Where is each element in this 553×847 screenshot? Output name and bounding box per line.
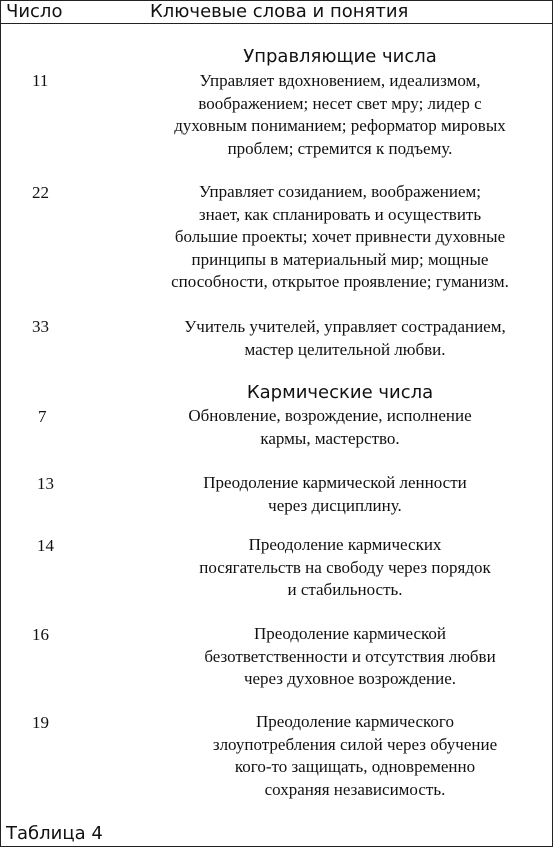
description-line: посягательств на свободу через порядок <box>199 557 491 577</box>
description-line: духовным пониманием; реформатор мировых <box>174 116 506 135</box>
description-line: сохраняя независимость. <box>264 779 446 799</box>
description-line: Обновление, возрождение, исполнение <box>188 406 472 425</box>
row-description <box>125 316 553 361</box>
description-line: большие проекты; хочет привнести духовные <box>174 227 506 246</box>
description-line: кармы, мастерство. <box>260 428 400 448</box>
description-line: проблем; стремится к подъему. <box>227 138 453 158</box>
section-title-master-numbers: Управляющие числа <box>243 46 437 67</box>
row-description <box>120 181 553 294</box>
description-line: Управляет созиданием, воображением; <box>199 182 481 201</box>
description-line: Преодоление кармической <box>254 624 446 643</box>
column-header-number: Число <box>6 1 63 22</box>
row-number: 13 <box>37 474 54 493</box>
description-line: через дисциплину. <box>268 495 402 515</box>
description-line: злоупотребления силой через обучение <box>212 734 498 754</box>
description-line: Преодоление кармической ленности <box>203 473 467 492</box>
description-line: через духовное возрождение. <box>243 669 457 688</box>
row-description <box>120 405 540 450</box>
table-caption: Таблица 4 <box>6 823 103 844</box>
description-line: Управляет вдохновением, идеализмом, <box>199 71 481 90</box>
description-line: принципы в материальный мир; мощные <box>191 249 489 269</box>
row-description <box>130 472 540 517</box>
column-header-keywords: Ключевые слова и понятия <box>150 1 409 22</box>
row-number: 33 <box>32 317 49 336</box>
row-number: 11 <box>32 71 49 90</box>
header-divider <box>0 23 553 24</box>
description-line: безответственности и отсутствия любви <box>204 646 496 666</box>
row-description <box>120 70 553 160</box>
row-number: 7 <box>38 407 47 426</box>
row-description <box>130 534 553 602</box>
row-number: 16 <box>32 625 49 644</box>
row-description <box>135 711 553 801</box>
description-line: знает, как спланировать и осуществить <box>198 204 482 224</box>
row-description <box>135 623 553 691</box>
description-line: мастер целительной любви. <box>244 339 446 359</box>
row-number: 19 <box>32 713 49 732</box>
description-line: Преодоление кармических <box>248 535 442 554</box>
description-line: кого-то защищать, одновременно <box>234 757 476 776</box>
description-line: Учитель учителей, управляет состраданием, <box>184 317 506 336</box>
description-line: способности, открытое проявление; гуманизм. <box>171 272 509 291</box>
section-title-karmic-numbers: Кармические числа <box>246 382 434 403</box>
row-number: 14 <box>37 536 54 555</box>
description-line: воображением; несет свет мру; лидер с <box>198 93 482 113</box>
row-number: 22 <box>32 183 49 202</box>
description-line: Преодоление кармического <box>256 712 454 731</box>
description-line: и стабильность. <box>287 580 403 599</box>
